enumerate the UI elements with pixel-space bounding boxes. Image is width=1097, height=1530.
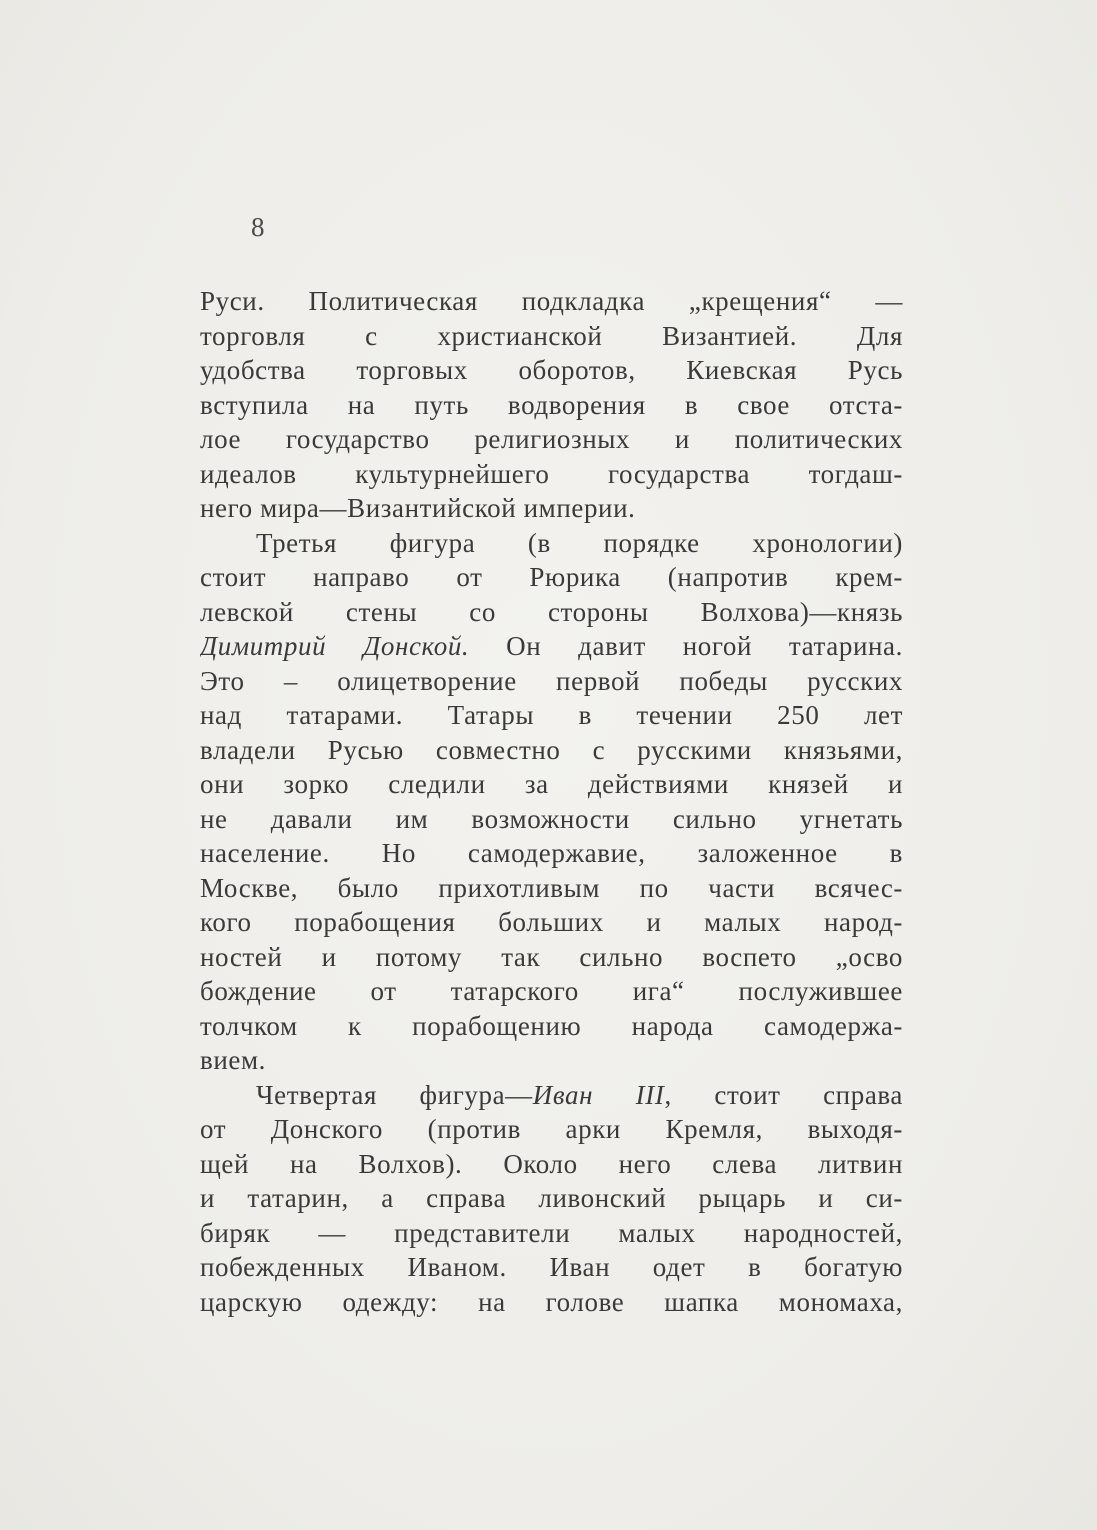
text-line: Это – олицетворение первой победы русских <box>200 665 903 696</box>
text-line: левской стены со стороны Волхова)—князь <box>200 596 903 627</box>
text-line: вступила на путь водворения в свое отста- <box>200 389 903 420</box>
italic-name: Димитрий Донской. <box>200 631 470 661</box>
text-line: Руси. Политическая подкладка „крещения“ — <box>200 286 903 316</box>
text-line: идеалов культурнейшего государства тогдаш- <box>200 458 903 489</box>
text-line: стоит направо от Рюрика (напротив крем- <box>200 562 903 592</box>
text-line: лое государство религиозных и политических <box>200 424 903 454</box>
text-line: царскую одежду: на голове шапка мономаха, <box>200 1286 903 1317</box>
text-line: вием. <box>200 1045 267 1075</box>
text-line: от Донского (против арки Кремля, выходя- <box>200 1114 903 1144</box>
text-line: торговля с христианской Византией. Для <box>200 320 903 351</box>
text-line: толчком к порабощению народа самодержа- <box>200 1010 903 1041</box>
line-remainder: , стоит справа <box>664 1079 903 1110</box>
text-line: владели Русью совместно с русскими князьями, <box>200 734 903 765</box>
text-line: удобства торговых оборотов, Киевская Русь <box>200 355 903 385</box>
text-line: население. Но самодержавие, заложенное в <box>200 838 903 868</box>
text-line: бождение от татарского ига“ послужившее <box>200 976 903 1006</box>
text-line: кого порабощения больших и малых народ- <box>200 907 903 937</box>
text-line: Москве, было прихотливым по части всячес- <box>200 872 903 903</box>
text-line: над татарами. Татары в течении 250 лет <box>200 700 903 730</box>
line-lead: Четвертая фигура— <box>256 1079 533 1110</box>
text-line: щей на Волхов). Около него слева литвин <box>200 1148 903 1179</box>
line-remainder: Он давит ногой татарина. <box>469 631 903 661</box>
text-line: побежденных Иваном. Иван одет в богатую <box>200 1252 903 1282</box>
paragraph-start-line <box>200 1078 903 1113</box>
text-line: ностей и потому так сильно воспето „осво <box>200 941 903 972</box>
text-line <box>200 629 903 664</box>
text-line: они зорко следили за действиями князей и <box>200 769 903 799</box>
page-number: 8 <box>251 212 265 242</box>
text-line: и татарин, а справа ливонский рыцарь и си- <box>200 1183 903 1213</box>
text-line: не давали им возможности сильно угнетать <box>200 803 903 834</box>
text-line: биряк — представители малых народностей, <box>200 1217 903 1248</box>
text-line: него мира—Византийской империи. <box>200 493 636 523</box>
italic-name: Иван III <box>532 1079 665 1110</box>
paragraph-start-line: Третья фигура (в порядке хронологии) <box>256 527 903 558</box>
body-text <box>200 284 903 1319</box>
